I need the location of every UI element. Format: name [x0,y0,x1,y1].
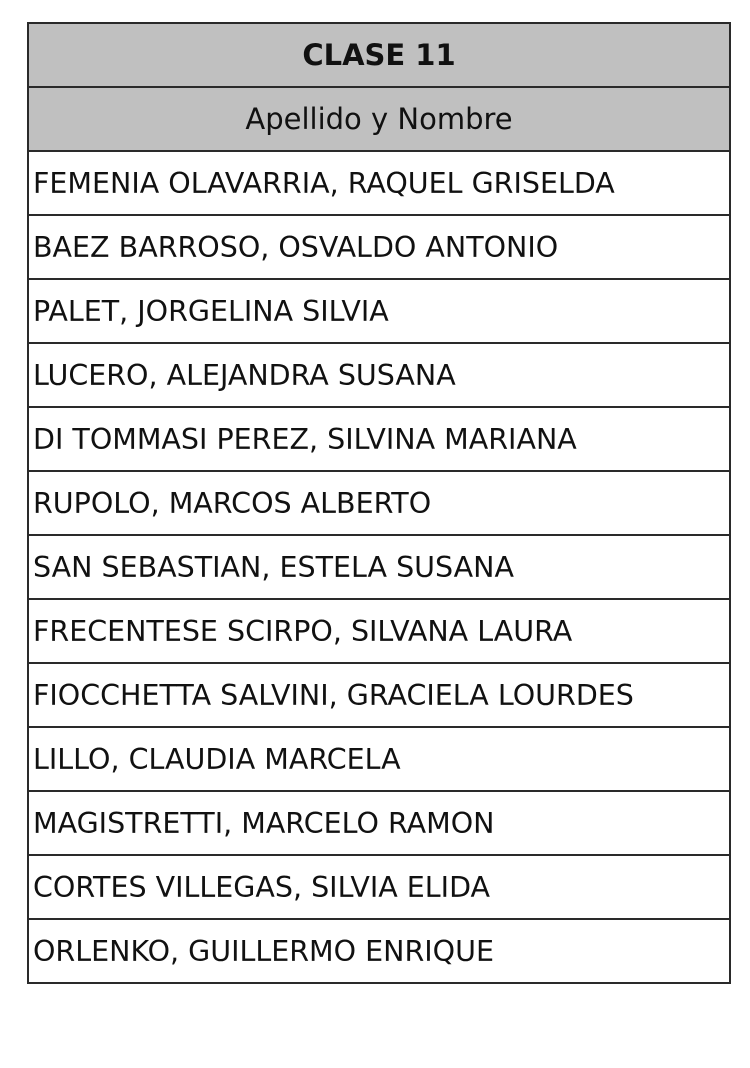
table-row [28,151,730,215]
name-cell: CORTES VILLEGAS, SILVIA ELIDA [28,855,730,919]
name-cell: LILLO, CLAUDIA MARCELA [28,727,730,791]
column-header-row [28,87,730,151]
table-row [28,215,730,279]
table-title: CLASE 11 [28,23,730,87]
name-cell: RUPOLO, MARCOS ALBERTO [28,471,730,535]
title-row [28,23,730,87]
name-cell: DI TOMMASI PEREZ, SILVINA MARIANA [28,407,730,471]
name-cell: MAGISTRETTI, MARCELO RAMON [28,791,730,855]
name-cell: FRECENTESE SCIRPO, SILVANA LAURA [28,599,730,663]
class-roster-table [27,22,731,984]
table-row [28,663,730,727]
table-row [28,535,730,599]
table-row [28,407,730,471]
table-row [28,599,730,663]
name-cell: PALET, JORGELINA SILVIA [28,279,730,343]
name-cell: ORLENKO, GUILLERMO ENRIQUE [28,919,730,983]
table-row [28,791,730,855]
table-row [28,279,730,343]
table-row [28,471,730,535]
table-row [28,343,730,407]
name-cell: LUCERO, ALEJANDRA SUSANA [28,343,730,407]
name-cell: FIOCCHETTA SALVINI, GRACIELA LOURDES [28,663,730,727]
table-row [28,855,730,919]
table-row [28,919,730,983]
name-cell: SAN SEBASTIAN, ESTELA SUSANA [28,535,730,599]
table-row [28,727,730,791]
name-cell: FEMENIA OLAVARRIA, RAQUEL GRISELDA [28,151,730,215]
column-header-name: Apellido y Nombre [28,87,730,151]
name-cell: BAEZ BARROSO, OSVALDO ANTONIO [28,215,730,279]
